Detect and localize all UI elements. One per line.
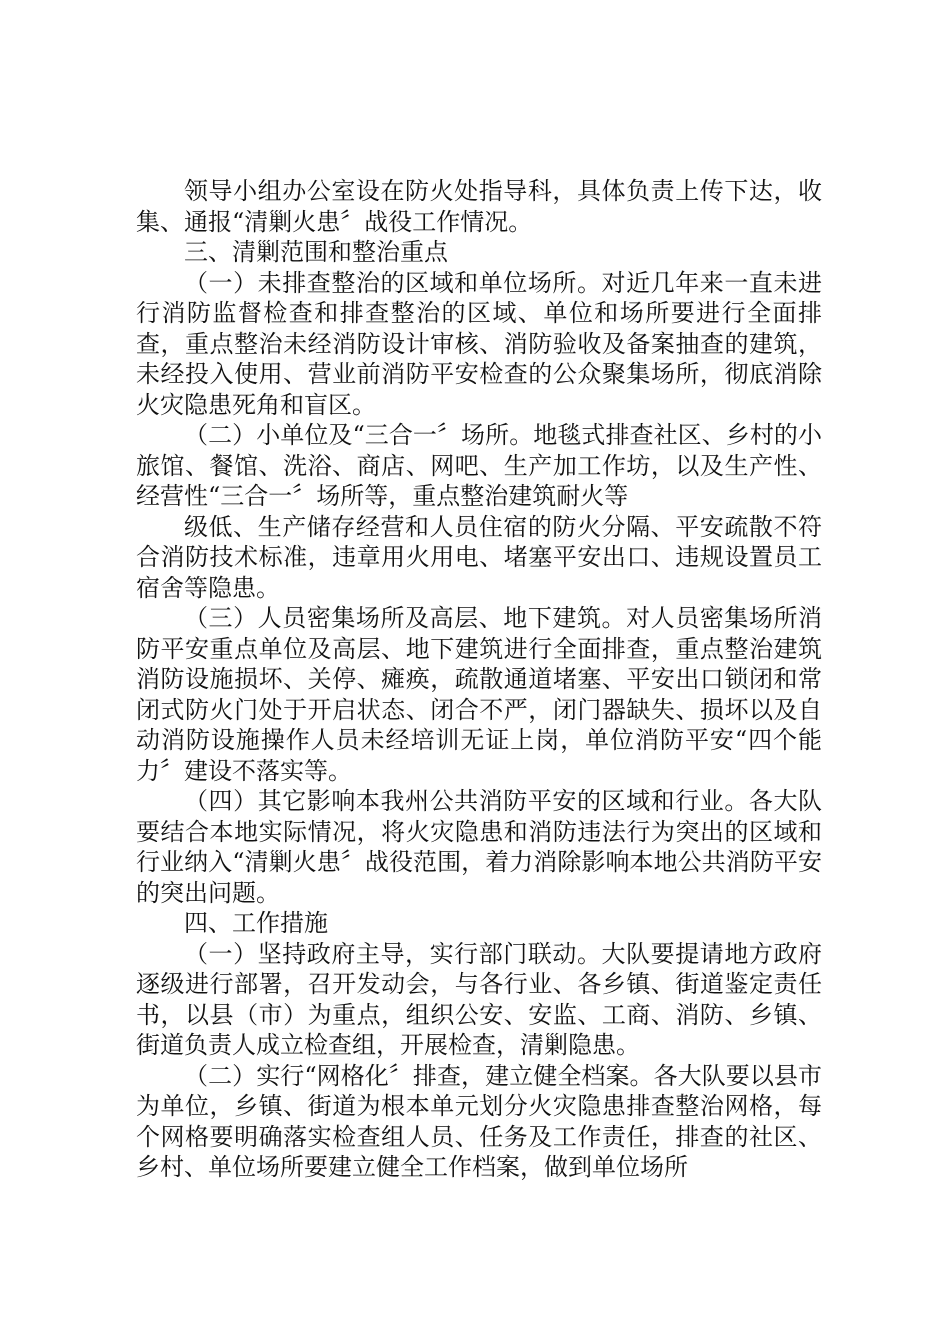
paragraph-office-duties: 领导小组办公室设在防火处指导科，具体负责上传下达，收集、通报“清剿火患〞战役工作情况。 [136, 177, 822, 236]
paragraph-scope-3: （三）人员密集场所及高层、地下建筑。对人员密集场所消防平安重点单位及高层、地下建筑进行全面排查，重点整治建筑消防设施损坏、关停、瘫痪，疏散通道堵塞、平安出口锁闭和常闭式防火门处于开启状态、闭合不严，闭门器缺失、损坏以及自动消防设施操作人员未经培训无证上岗，单位消防平安“四个能力〞建设不落实等。 [136, 604, 822, 785]
paragraph-scope-1: （一）未排查整治的区域和单位场所。对近几年来一直未进行消防监督检查和排查整治的区域、单位和场所要进行全面排查，重点整治未经消防设计审核、消防验收及备案抽查的建筑，未经投入使用、营业前消防平安检查的公众聚集场所，彻底消除火灾隐患死角和盲区。 [136, 268, 822, 419]
paragraph-scope-4: （四）其它影响本我州公共消防平安的区域和行业。各大队要结合本地实际情况，将火灾隐患和消防违法行为突出的区域和行业纳入“清剿火患〞战役范围，着力消除影响本地公共消防平安的突出问题。 [136, 787, 822, 907]
paragraph-scope-2-continued: 级低、生产储存经营和人员住宿的防火分隔、平安疏散不符合消防技术标准，违章用火用电、堵塞平安出口、违规设置员工宿舍等隐患。 [136, 512, 822, 602]
paragraph-scope-2: （二）小单位及“三合一〞场所。地毯式排查社区、乡村的小旅馆、餐馆、洗浴、商店、网吧、生产加工作坊，以及生产性、经营性“三合一〞场所等，重点整治建筑耐火等 [136, 421, 822, 510]
section-heading-scope: 三、清剿范围和整治重点 [184, 238, 448, 266]
section-heading-measures: 四、工作措施 [184, 909, 328, 937]
paragraph-measure-1: （一）坚持政府主导，实行部门联动。大队要提请地方政府逐级进行部署，召开发动会，与各行业、各乡镇、街道鉴定责任书，以县（市）为重点，组织公安、安监、工商、消防、乡镇、街道负责人成立检查组，开展检查，清剿隐患。 [136, 939, 822, 1059]
document-body [136, 176, 822, 1183]
paragraph-measure-2: （二）实行“网格化〞排查，建立健全档案。各大队要以县市为单位，乡镇、街道为根本单元划分火灾隐患排查整治网格，每个网格要明确落实检查组人员、任务及工作责任，排查的社区、乡村、单位场所要建立健全工作档案，做到单位场所 [136, 1061, 822, 1181]
